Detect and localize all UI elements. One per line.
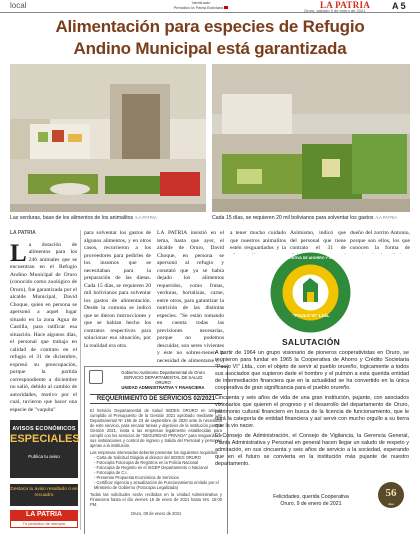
- notice-title: REQUERIMIENTO DE SERVICIOS 02/2021: [90, 394, 222, 404]
- notice-list-intro: Las empresas interesadas deberán presentar los siguientes requisitos:: [90, 450, 219, 455]
- anniversary-badge: 56 años: [378, 482, 404, 508]
- greeting-paragraph-3: El Consejo de Administración, el Consejo de Vigilancia, la Gerencia General, Planta Administrativa y Personal en general hacen llegar un saludo de respeto y admiración, en sus cincuenta y seis años de servicio a la sociedad, esperando que en el futuro se convierta en la institución más pujante de nuestro departamento.: [215, 433, 409, 467]
- brand-ad-sub: Tu periódico de siempre: [10, 520, 78, 528]
- photo-left: [10, 64, 206, 212]
- government-logo-icon: [89, 370, 103, 384]
- caption-right: Cada 15 días, se requieren 20 mil bolivianos para solventar los gastos /LA PATRIA: [212, 215, 398, 221]
- notice-requirements: [90, 455, 222, 490]
- notice-date: Oruro, 08 de enero de 2021: [130, 511, 182, 516]
- headline-line2: Andino Municipal está garantizada: [73, 39, 347, 58]
- issue-date: Oruro, sábado 9 de enero de 2021: [304, 8, 366, 13]
- greeting-paragraph-2: Cincuenta y seis años de vida de una gran institución, pujante, con asociados visionarios que quieren el progreso y el desarrollo del departamento de Oruro, patrimonio cultural financiero en busca de la licencia de funcionamiento, que le dará la categoría de entidad financiera y así servir con mucho orgullo a su tierra que la vio nacer.: [215, 395, 409, 429]
- greeting-title: SALUTACIÓN: [281, 337, 341, 347]
- greeting-body: [215, 350, 409, 471]
- list-item: - Fotocopia Fotocopia de Registros en la Policía Nacional: [94, 460, 199, 465]
- classifieds-top: AVISOS ECONÓMICOS: [12, 426, 76, 432]
- classifieds-main: ESPECIALES: [10, 433, 80, 445]
- cooperative-seal-icon: [268, 250, 353, 335]
- byline: LA PATRIA: [10, 230, 36, 236]
- page-number: A 5: [392, 1, 406, 11]
- cooperative-greeting-ad: [213, 250, 409, 534]
- list-item: - Presentar Propuesta Económica de Servicios: [94, 475, 179, 480]
- photo-left-image: [10, 64, 206, 212]
- notice-body: El Servicio Departamental de Salud SEDES ORURO en artículo cumplido al Presupuesto de la Gestión 2021 aprobado mediante Ley Departamental Nº 156 de 23 de septiembre de 2020 ante la necesidad de este servicio, para encarar tareas y objetivos de la institución para la Gestión 2021, invita a las empresas legalmente establecidas para cumplir con los servicios de "SEGURIDAD PRIVADA" para resguardo de sus instalaciones y control de ingreso y Salida del Personal y personas ajenas a la institución.: [90, 408, 222, 448]
- article-text-2: para solventar los gastos de algunos alimentos, y en otros casos, recurrieron a los proveedores para pedirles de los insumos que se necesitaban para la preparación de las dietas. Cada 15 días, se requieren 20 mil bolivianos para solventar los gastos de alimentación. Desde la comuna se indicó que se dieron instrucciones y que se habían hecho los contratos respectivos para solucionar esa situación, por la realidad era otra.: [84, 230, 151, 349]
- column-divider: [80, 230, 81, 530]
- page-header: [0, 0, 420, 13]
- notice-header: Gobierno Autónomo Departamental de Oruro SERVICIO DEPARTAMENTAL DE SALUD ORURO UNIDAD ADMINISTRATIVA Y FINANCIERA: [121, 370, 205, 390]
- article-text-3: LA PATRIA insistió en el tema, hasta que ayer, el alcalde de Oruro, David Choque, en persona se apersonó al refugio y constató que ya se había dejado los alimentos requeridos, como frutas, verduras, hortalizas, carne, entre otros, para garantizar la nutrición de las distintas especies. "Se están tomando en cuenta todas las previsiones necesarias, porque no podemos descuidar, son seres vivientes y éste no sobres-tienen la necesidad de alimentarse (...): [157, 230, 224, 364]
- photo-right: [212, 64, 410, 212]
- article-column-2: [84, 230, 151, 364]
- drop-cap: L: [10, 239, 27, 267]
- highlight-ad: [10, 484, 78, 506]
- newspaper-brand: LA PATRIA: [320, 0, 371, 10]
- list-item: - Fotocopia de Registro en el SIGEP Departamento o Nacional: [94, 465, 208, 470]
- article-column-1: [10, 230, 77, 414]
- classifieds-sub: Publica tu aviso: [28, 454, 60, 459]
- article-text-6: dueño del zorrito Antonio, porque son ellos, los que conocen la forma de: [350, 230, 410, 251]
- seal-name: "PAULO VI" Ltda.: [292, 313, 330, 318]
- notice-footer: Todas las solicitudes serán recibidas en la Unidad Administrativa y Financiera hasta el día viernes 15 de enero de 2021 hasta Hrs. 15:00 PM.: [90, 492, 222, 507]
- highlight-ad-text: Destaca tu aviso resaltado o en recuadro: [10, 487, 78, 498]
- tagline-line1: Vanishado: [191, 0, 211, 5]
- seal-text-top: COOPERATIVA DE AHORRO Y CRÉDITO: [276, 256, 345, 260]
- greeting-paragraph-1: A partir de 1964 un grupo visionario de pioneros cooperativistas en Oruro, se reunieron para fundar en 1965 la Cooperativa de Ahorro y Crédito Societaria "Paulo VI" Ltda., con el objeto de servir al pueblo orureño, logicamente a todos sus asociados que supieron darle el hombro y el pulmón a esta querida entidad de intermediación financiera que en la actualidad se ha convertido en la única cooperativa de gran significancia para el pueblo orureño.: [215, 350, 409, 391]
- greeting-signature: Felicidades, querida Cooperativa Oruro, 9 de enero de 2021: [273, 494, 349, 507]
- tagline-line2: Periódico la Patria Boliviana: [173, 4, 224, 10]
- flag-icon: [224, 6, 228, 9]
- list-item: - Certificar vigencia y actualización de Funcionamiento emitido por el Ministerio de Gobierno (Fotocopia Legalizada): [94, 480, 219, 490]
- article-text-4: a tener mucho cuidado que nuestros animalitos estén resguardados y la: [230, 230, 286, 251]
- sedes-notice: [84, 366, 228, 534]
- list-item: - Fotocopia de C.I.: [94, 470, 128, 475]
- photo-right-image: [212, 64, 410, 212]
- list-item: - Carta de Solicitud Dirigida al director del SEDES ORURO: [94, 455, 201, 460]
- brand-ad-name: LA PATRIA: [10, 510, 78, 520]
- article-text-1: a dotación de alimentos para los 246 animales que se encuentran en el Refugio Andino Municipal de Oruro (conocido como zoológico de Oruro), fue garantizada por el alcalde Municipal, David Choque, quien en persona se apersonó a aquel lugar situado en la zona Agua de Castilla, para ratificar esa situación. Hace algunos días, el personal que trabaja en calidad de contrato en el refugio el 31 de diciembre, expresó su preocupación, porque la partida correspondiente a diciembre no salió, debido al cambio de autoridades, motivo por el cual, tuvieron que hacer una especie de "vaquita": [10, 241, 77, 413]
- section-label: local: [10, 1, 27, 10]
- header-tagline: [171, 1, 231, 10]
- brand-ad: [10, 510, 78, 529]
- article-text-5: Asimismo, indicó que del personal que tiene contrato el 31 de: [290, 230, 346, 251]
- caption-left: Las verduras, base de los alimentos de los animalitos /LA PATRIA: [10, 215, 157, 221]
- classifieds-ad: [10, 420, 78, 478]
- headline-line1: Alimentación para especies de Refugio: [55, 17, 365, 36]
